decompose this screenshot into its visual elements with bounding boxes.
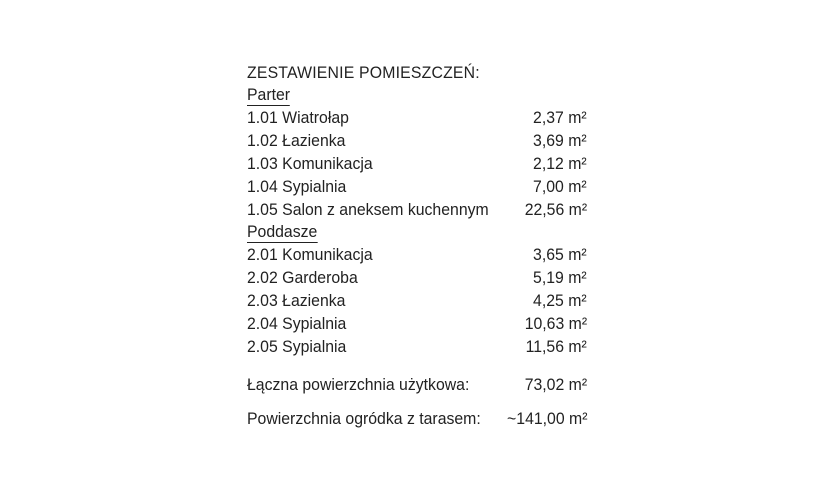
room-area: 3,65 m² xyxy=(533,245,587,264)
section-parter xyxy=(247,84,587,221)
room-name: 2.02 Garderoba xyxy=(247,268,358,287)
room-row xyxy=(247,335,587,358)
spacer xyxy=(247,358,587,372)
room-area: 5,19 m² xyxy=(533,268,587,287)
garden-area-label: Powierzchnia ogródka z tarasem: xyxy=(247,409,481,428)
garden-area xyxy=(247,406,587,432)
room-area: 11,56 m² xyxy=(525,337,587,356)
room-area: 2,12 m² xyxy=(533,154,587,173)
room-row xyxy=(247,175,587,198)
room-row xyxy=(247,266,587,289)
room-area: 7,00 m² xyxy=(533,177,587,196)
room-area: 4,25 m² xyxy=(533,291,587,310)
room-area: 2,37 m² xyxy=(533,108,587,127)
room-name: 2.04 Sypialnia xyxy=(247,314,347,333)
room-name: 1.03 Komunikacja xyxy=(247,154,373,173)
room-name: 2.03 Łazienka xyxy=(247,291,346,310)
section-label-poddasze: Poddasze xyxy=(247,222,318,241)
spacer xyxy=(247,398,587,406)
section-label-parter: Parter xyxy=(247,85,291,104)
room-summary-sheet xyxy=(247,62,587,432)
room-area: 22,56 m² xyxy=(524,200,587,219)
total-usable-label: Łączna powierzchnia użytkowa: xyxy=(247,375,470,394)
room-name: 1.02 Łazienka xyxy=(247,131,346,150)
total-usable-value: 73,02 m² xyxy=(524,375,587,394)
room-row xyxy=(247,198,587,221)
room-area: 3,69 m² xyxy=(533,131,587,150)
room-name: 1.05 Salon z aneksem kuchennym xyxy=(247,200,489,219)
room-name: 1.04 Sypialnia xyxy=(247,177,347,196)
section-poddasze xyxy=(247,221,587,358)
room-name: 1.01 Wiatrołap xyxy=(247,108,349,127)
total-usable-area xyxy=(247,372,587,398)
room-name: 2.01 Komunikacja xyxy=(247,245,373,264)
room-row xyxy=(247,129,587,152)
room-row xyxy=(247,312,587,335)
room-row xyxy=(247,106,587,129)
garden-area-value: ~141,00 m² xyxy=(506,409,587,428)
room-name: 2.05 Sypialnia xyxy=(247,337,347,356)
room-area: 10,63 m² xyxy=(524,314,587,333)
room-row xyxy=(247,152,587,175)
room-row xyxy=(247,243,587,266)
room-row xyxy=(247,289,587,312)
page-title: ZESTAWIENIE POMIESZCZEŃ: xyxy=(247,63,480,82)
